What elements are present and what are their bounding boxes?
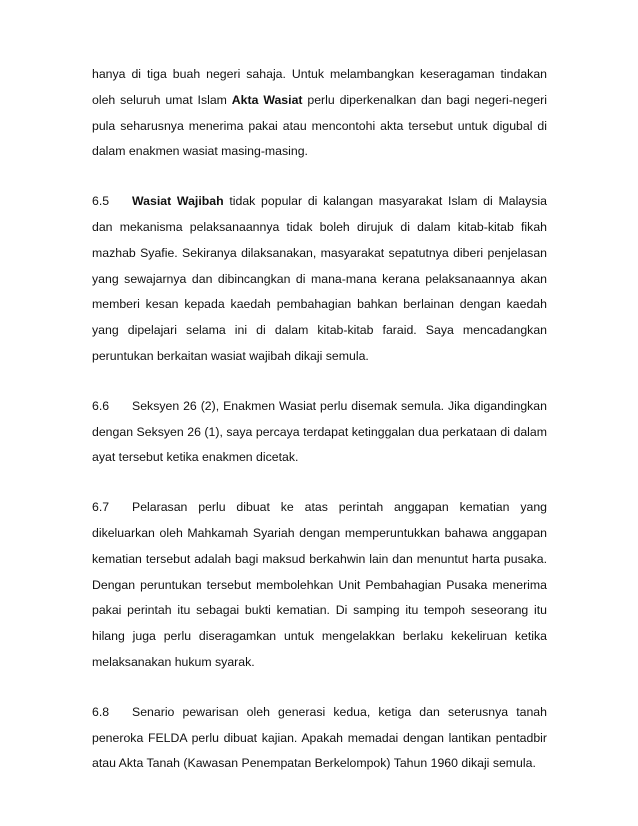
paragraph-text: Seksyen 26 (2), Enakmen Wasiat perlu disemak semula. Jika digandingkan dengan Seksyen 26 (1), saya percaya terdapat ketinggalan dua perkataan di dalam ayat tersebut ketika enakmen dicetak. [92,398,547,465]
paragraph-number: 6.8 [92,704,110,719]
paragraph-continuation [92,62,547,165]
bold-term-wasiat-wajibah: Wasiat Wajibah [132,194,224,209]
paragraph-text: Pelarasan perlu dibuat ke atas perintah anggapan kematian yang dikeluarkan oleh Mahkamah Syariah dengan memperuntukkan bahawa anggapan kematian tersebut adalah bagi maksud berkahwin lain dan menuntut harta pusaka. Dengan peruntukan tersebut membolehkan Unit Pembahagian Pusaka menerima pakai perintah itu sebagai bukti kematian. Di samping itu tempoh seseorang itu hilang juga perlu diseragamkan untuk mengelakkan berlaku kekeliruan ketika melaksanakan hukum syarak. [92,500,547,669]
paragraph-6-7 [92,495,547,676]
paragraph-text: Senario pewarisan oleh generasi kedua, ketiga dan seterusnya tanah peneroka FELDA perlu dibuat kajian. Apakah memadai dengan lantikan pentadbir atau Akta Tanah (Kawasan Penempatan Berkelompok) Tahun 1960 dikaji semula. [92,704,547,771]
paragraph-6-6 [92,394,547,471]
bold-term-akta-wasiat: Akta Wasiat [231,92,303,107]
document-page [92,62,547,777]
paragraph-number: 6.5 [92,194,110,209]
paragraph-text: hanya di tiga buah negeri sahaja. Untuk melambangkan keseragaman tindakan oleh seluruh umat Islam [92,67,547,107]
paragraph-number: 6.7 [92,500,110,515]
paragraph-text: perlu diperkenalkan dan bagi negeri-negeri pula seharusnya menerima pakai atau mencontohi akta tersebut untuk digubal di dalam enakmen wasiat masing-masing. [92,92,547,159]
paragraph-text: tidak popular di kalangan masyarakat Islam di Malaysia dan mekanisma pelaksanaannya tidak boleh dirujuk di dalam kitab-kitab fikah mazhab Syafie. Sekiranya dilaksanakan, masyarakat sepatutnya diberi penjelasan yang sewajarnya dan dibincangkan di mana-mana kerana pelaksanaannya akan memberi kesan kepada kaedah pembahagian bahkan berlainan dengan kaedah yang dipelajari selama ini di dalam kitab-kitab faraid. Saya mencadangkan peruntukan berkaitan wasiat wajibah dikaji semula. [92,194,548,363]
paragraph-6-8 [92,700,547,777]
paragraph-number: 6.6 [92,398,110,413]
paragraph-6-5 [92,189,547,370]
